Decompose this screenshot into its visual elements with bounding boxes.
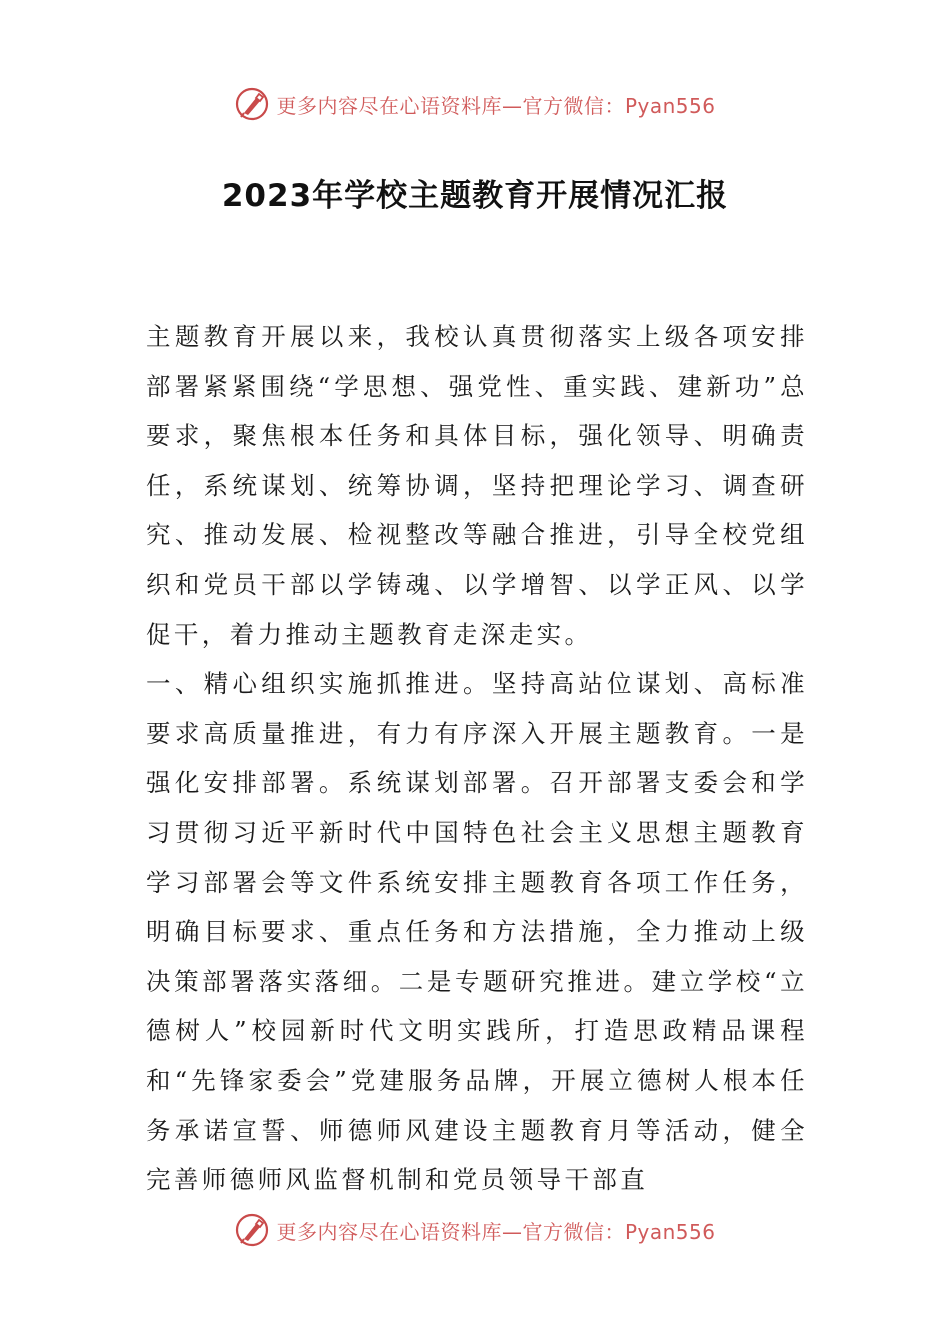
paragraph-intro: 主题教育开展以来，我校认真贯彻落实上级各项安排部署紧紧围绕“学思想、强党性、重实践、建新功”总要求，聚焦根本任务和具体目标，强化领导、明确责任，系统谋划、统筹协调，坚持把理论学习、调查研究、推动发展、检视整改等融合推进，引导全校党组织和党员干部以学铸魂、以学增智、以学正风、以学促干，着力推动主题教育走深走实。 <box>146 322 808 649</box>
watermark-text: 更多内容尽在心语资料库—官方微信：Pyan556 <box>276 93 716 118</box>
document-body <box>146 312 808 1205</box>
pen-nib-logo-icon <box>234 86 270 122</box>
paragraph-section-1: 一、精心组织实施抓推进。坚持高站位谋划、高标准要求高质量推进，有力有序深入开展主题教育。一是强化安排部署。系统谋划部署。召开部署支委会和学习贯彻习近平新时代中国特色社会主义思想主题教育学习部署会等文件系统安排主题教育各项工作任务，明确目标要求、重点任务和方法措施，全力推动上级决策部署落实落细。二是专题研究推进。建立学校“立德树人”校园新时代文明实践所，打造思政精品课程和“先锋家委会”党建服务品牌，开展立德树人根本任务承诺宣誓、师德师风建设主题教育月等活动，健全完善师德师风监督机制和党员领导干部直 <box>146 669 808 1195</box>
watermark-header <box>0 84 950 124</box>
document-title: 2023年学校主题教育开展情况汇报 <box>221 178 729 214</box>
watermark-footer <box>0 1210 950 1250</box>
watermark-text: 更多内容尽在心语资料库—官方微信：Pyan556 <box>276 1219 716 1244</box>
pen-nib-logo-icon <box>234 1212 270 1248</box>
